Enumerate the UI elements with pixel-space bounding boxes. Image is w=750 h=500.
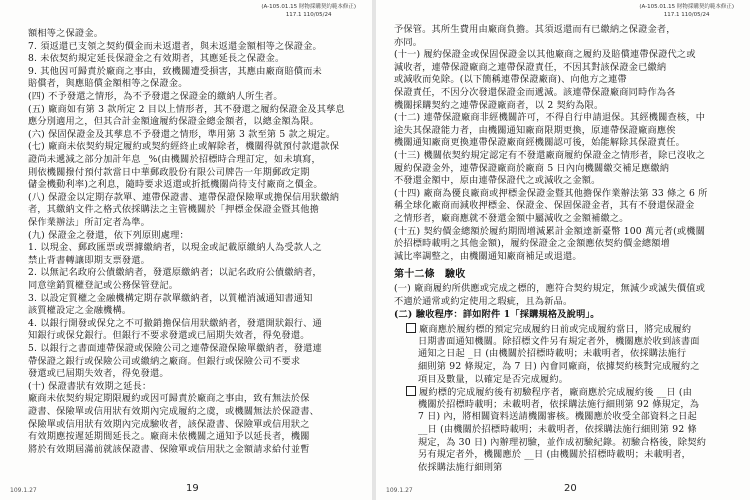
section-title: 第十二條 驗收 (394, 269, 466, 281)
text-line: 應分別適用之，但其合計金額逾履約保證金總金額者，以總金額為限。 (28, 116, 320, 128)
text-line: 將於有效期屆滿前就該保證書、保險單或信用狀之金額請求給付並暫 (28, 443, 310, 455)
text-line: (十一) 履約保證金或保固保證金以其他廠商之履約及賠償連帶保證代之或 (394, 49, 696, 61)
checkbox[interactable] (406, 323, 416, 333)
text-line: (四) 不予發還之情形，為不予發還之保證金的繳納人所生者。 (28, 91, 283, 102)
text-line: 同意塗銷質權登記或公務保管登記。 (28, 280, 179, 291)
text-line: 儲金機動利率)之利息，隨時要求返還或折抵機關尚待支付廠商之價金。 (28, 179, 323, 191)
text-line: 賠償者，與應賠償金額相等之保證金。 (28, 78, 188, 90)
text-line: 廠商未依契約規定期限履約或因可歸責於廠商之事由，致有無法於保 (28, 393, 310, 405)
text-line: (十) 保證書狀有效期之延長： (28, 380, 152, 392)
page-20 (376, 0, 750, 500)
text-line: 另有規定者外，機關應於 __日 (由機關於招標時載明；未載明者， (418, 449, 692, 461)
text-line: 不發還金額中，原由連帶保證代之或減收之金額。 (394, 175, 601, 187)
text-line: 予保管。其所生費用由廠商負擔。其須返還而有已繳納之保證金者， (394, 24, 676, 35)
text-line: 保作業辦法」所訂定者為準。 (28, 217, 151, 228)
text-line: 於招標時載明之其他金額)，履約保證金之金額應依契約價金總額增 (394, 238, 671, 250)
text-line: 履約保證金外，連帶保證廠商於廠商 5 日內向機關繳交補足應繳納 (394, 162, 670, 174)
text-line: __日 (由機關於招標時載明；未載明者，依採購法施行細則第 92 條 (418, 424, 697, 435)
header-line-1: (A-105.01.15 財物採購契約範本修正) (639, 4, 734, 10)
text-line: 7. 須返還已支領之契約價金而未返還者，與未返還金額相等之保證金。 (28, 40, 322, 52)
text-line: (六) 保固保證金及其孳息不予發還之情形，準用第 3 款至第 5 款之規定。 (28, 128, 336, 140)
text-line: 減收者，連帶保證廠商之連帶保證責任，不因其對該保證金已繳納 (394, 61, 667, 73)
header-line-2: 117.1 110/05/24 (285, 12, 332, 18)
text-line: (十五) 契約價金總額於履約期間增減累計金額達新臺幣 100 萬元者(或機關 (394, 225, 706, 237)
text-line: 5. 以銀行之書面連帶保證或保險公司之連帶保證保險單繳納者，發還連 (28, 343, 322, 354)
text-line: 知銀行或保兌銀行。但銀行不要求發還或已屆期失效者，得免發還。 (28, 330, 310, 342)
checkbox[interactable] (406, 386, 416, 396)
text-line: 日期書面通知機關。除招標文件另有規定者外，機關應於收到該書面 (418, 335, 700, 347)
text-line: (九) 保證金之發還，依下列原則處理： (28, 229, 189, 241)
text-line: 不適於通常或約定使用之瑕疵，且為新品。 (394, 296, 573, 307)
text-line: 依採購法施行細則第 (418, 461, 503, 473)
text-line: 細則第 92 條規定，為 7 日) 內會同廠商，依據契約核對完成履約之 (418, 361, 700, 372)
footer-date: 109.1.27 (10, 487, 37, 494)
text-line: 項目及數量，以確定是否完成履約。 (418, 373, 569, 385)
text-line: (八) 保證金以定期存款單、連帶保證書、連帶保證保險單或擔保信用狀繳納 (28, 191, 340, 203)
text-line: 7 日) 內，將相關資料送請機關審核。機關應於收受全部資料之日起 (418, 411, 697, 423)
text-line: (二) 驗收程序：詳如附件 1「採購規格及說明」。 (394, 308, 600, 320)
header-line-2: 117.1 110/05/24 (663, 12, 710, 18)
text-line: (十二) 連帶保證廠商非經機關許可，不得自行申請退保。其經機關查核，中 (394, 112, 706, 124)
text-line: 發還或已屆期失效者，得免發還。 (28, 368, 169, 380)
text-line: 證尚未遞減之部分加計年息 _%(由機關於招標時合理訂定，如未填寫， (28, 154, 321, 165)
text-line: 稱全球化廠商而減收押標金、保證金、保固保證金者，其有不發還保證金 (394, 200, 695, 212)
text-line: 該質權設定之金融機構。 (28, 305, 132, 317)
text-line: 禁止背書轉讓即期支票發還。 (28, 254, 151, 266)
text-line: (十四) 廠商為優良廠商或押標金保證金暨其他擔保作業辦法第 33 條之 6 所 (394, 187, 708, 199)
text-line: 4. 以銀行開發或保兌之不可撤銷擔保信用狀繳納者，發還開狀銀行、通 (28, 317, 322, 329)
header-line-1: (A-105.01.15 財物採購契約範本修正) (261, 4, 356, 10)
text-line: 帶保證之銀行或保險公司或繳納之廠商。但銀行或保險公司不要求 (28, 355, 301, 367)
text-line: 額相等之保證金。 (28, 28, 104, 39)
text-line: 通知之日起 _日 (由機關於招標時載明；未載明者，依採購法施行 (418, 348, 687, 360)
checkbox-item: 履約標的完成履約後有初驗程序者，廠商應於完成履約後 __日 (由 (406, 386, 692, 399)
text-line: 亦同。 (394, 36, 423, 48)
text-line: 1. 以現金、郵政匯票或票據繳納者，以現金或記載原繳納人為受款人之 (28, 242, 322, 254)
text-line: 2. 以無記名政府公債繳納者，發還原繳納者；以記名政府公債繳納者， (28, 267, 322, 279)
text-line: 機關通知廠商更換連帶保證廠商經機關認可後，始能解除其保證責任。 (394, 137, 686, 149)
page-header (639, 3, 734, 19)
page-header (261, 3, 356, 19)
text-line: 途失其保證能力者，由機關通知廠商限期更換，原連帶保證廠商應俟 (394, 124, 676, 136)
page-19 (0, 0, 372, 500)
text-line: 或減收而免除。(以下簡稱連帶保證廠商)、向他方之連帶 (394, 74, 627, 86)
text-line: 者，其繳納文件之格式依採購法之主管機關於「押標金保證金暨其他擔 (28, 204, 320, 216)
text-line: 保險單或信用狀有效期內完成驗收者，該保證書、保險單或信用狀之 (28, 418, 310, 430)
text-line: (七) 廠商未依契約規定履約或契約經終止或解除者，機關得就預付款還款保 (28, 141, 340, 153)
text-line: 有效期應按遲延期間延長之。廠商未依機關之通知予以延長者，機關 (28, 431, 310, 443)
page-number: 19 (186, 483, 199, 494)
text-line: 機關於招標時載明；未載明者，依採購法施行細則第 92 條規定，為 (418, 398, 700, 410)
text-line: (十三) 機關依契約規定認定有不發還廠商履約保證金之情形者，除已沒收之 (394, 150, 706, 161)
text-line: 機關採購契約之連帶保證廠商者，以 2 契約為限。 (394, 99, 604, 111)
checkbox-item: 廠商應於履約標的預定完成履約日前或完成履約當日，將完成履約 (406, 323, 691, 336)
text-line: 3. 以設定質權之金融機構定期存款單繳納者，以質權消滅通知書通知 (28, 292, 313, 304)
text-line: 規定，為 30 日) 內辦理初驗，並作成初驗紀錄。初驗合格後，除契約 (418, 436, 707, 448)
text-line: 9. 其他因可歸責於廠商之事由，致機關遭受損害，其應由廠商賠償而未 (28, 65, 322, 77)
footer-date: 109.1.27 (386, 487, 413, 494)
text-line: 證書、保險單或信用狀有效期內完成履約之虞，或機關無法於保證書、 (28, 406, 320, 417)
text-line: (一) 廠商履約所供應或完成之標的，應符合契約規定，無減少或滅失價值或 (394, 283, 706, 295)
text-line: 保證責任，不因分次發還保證金而遞減。該連帶保證廠商同時作為各 (394, 87, 676, 98)
page-number: 20 (564, 483, 577, 494)
text-line: 之情形者，廠商應就不發還金額中屬減收之金額補繳之。 (394, 213, 629, 224)
text-line: 8. 未依契約規定延長保證金之有效期者，其應延長之保證金。 (28, 53, 285, 65)
text-line: 則依機關撥付預付款當日中華郵政股份有限公司牌告一年期郵政定期 (28, 166, 310, 178)
text-line: 減比率調整之，由機關通知廠商補足或退還。 (394, 250, 582, 262)
text-line: (五) 廠商如有第 3 款所定 2 目以上情形者，其不發還之履約保證金及其孳息 (28, 103, 345, 115)
